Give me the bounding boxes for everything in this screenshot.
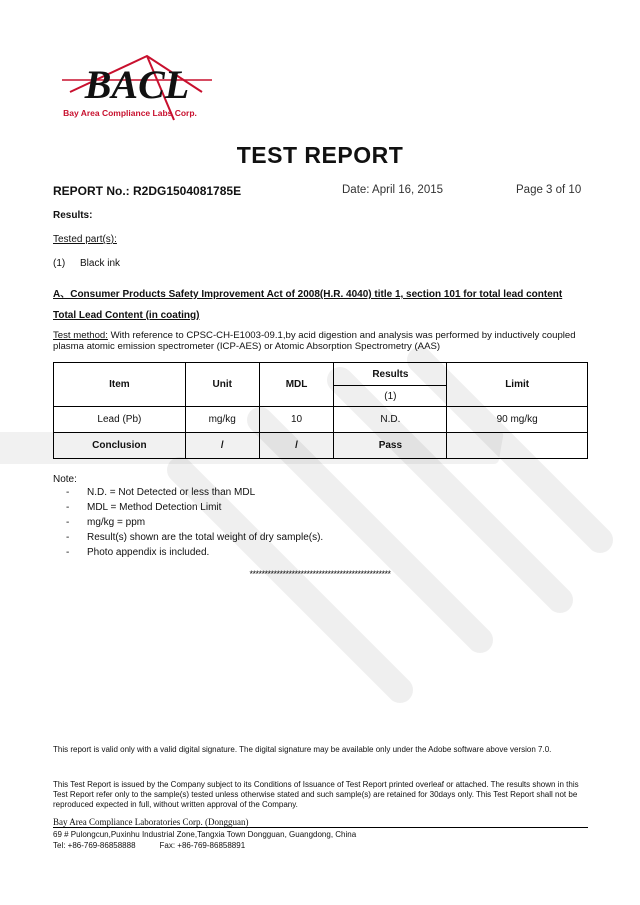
document-title: TEST REPORT (236, 142, 404, 168)
cell-item: Lead (Pb) (54, 407, 186, 433)
list-bullet: - (66, 517, 70, 528)
part-name: Black ink (80, 258, 121, 269)
conclusion-row (54, 433, 588, 459)
col-header-unit: Unit (185, 363, 259, 407)
cell-unit: mg/kg (185, 407, 259, 433)
company-address: 69 # Pulongcun,Puxinhu Industrial Zone,Tangxia Town Dongguan, Guangdong, China (53, 830, 357, 839)
issuance-disclaimer: This Test Report is issued by the Company subject to its Conditions of Issuance of Test Report printed overleaf or attached. The results shown in this Test Report refer only to the sample(s) tested unless otherwise stated and such sample(s) are retained for 30days only. This Test Report shall not be reproduced expected in full, without written approval of the Company. (53, 780, 579, 809)
col-header-item: Item (54, 363, 186, 407)
cell-conclusion-limit (447, 433, 588, 459)
col-header-mdl: MDL (259, 363, 334, 407)
list-bullet: - (66, 502, 70, 513)
col-header-results: Results (334, 363, 447, 386)
bacl-logo (52, 50, 222, 125)
list-item (66, 485, 323, 500)
list-bullet: - (66, 532, 70, 543)
note-text: N.D. = Not Detected or less than MDL (87, 487, 256, 498)
page-indicator: Page 3 of 10 (516, 184, 582, 196)
cell-mdl: 10 (259, 407, 334, 433)
list-bullet: - (66, 547, 70, 558)
note-text: mg/kg = ppm (87, 517, 146, 528)
list-item (66, 545, 323, 560)
col-header-results-sample: (1) (334, 386, 447, 407)
cell-conclusion-mdl: / (259, 433, 334, 459)
test-method-label: Test method: (53, 330, 108, 341)
cell-limit: 90 mg/kg (447, 407, 588, 433)
test-method (53, 331, 588, 352)
report-number: REPORT No.: R2DG1504081785E (53, 184, 242, 198)
end-of-results-marker: *********************************************** (249, 569, 391, 579)
contact-line (53, 841, 245, 850)
test-method-text: With reference to CPSC-CH-E1003-09.1,by acid digestion and analysis was performed by inductively coupled plasma atomic emission spectrometer (ICP-AES) or Atomic Absorption Spectrometry (AAS) (53, 330, 576, 352)
results-label: Results: (53, 210, 93, 221)
footer-divider (53, 827, 588, 828)
list-item (66, 515, 323, 530)
notes-list (66, 485, 323, 560)
cell-conclusion-result: Pass (334, 433, 447, 459)
col-header-limit: Limit (447, 363, 588, 407)
table-row (54, 407, 588, 433)
list-bullet: - (66, 487, 70, 498)
note-label: Note: (53, 474, 77, 485)
section-heading: A、Consumer Products Safety Improvement Act of 2008(H.R. 4040) title 1, section 101 for total lead content (53, 289, 563, 300)
cell-conclusion-unit: / (185, 433, 259, 459)
note-text: Photo appendix is included. (87, 547, 210, 558)
validity-disclaimer: This report is valid only with a valid digital signature. The digital signature may be available only under the Adobe software above version 7.0. (53, 745, 552, 754)
bacl-logo-graphic (52, 50, 222, 125)
results-table (53, 362, 588, 459)
telephone: Tel: +86-769-86858888 (53, 841, 136, 850)
part-number: (1) (53, 258, 66, 269)
svg-text:BACL: BACL (84, 62, 190, 107)
svg-text:Bay Area Compliance Labs Corp.: Bay Area Compliance Labs Corp. (63, 108, 197, 118)
fax: Fax: +86-769-86858891 (159, 841, 246, 850)
cell-result: N.D. (334, 407, 447, 433)
tested-part-item (53, 258, 120, 269)
company-name: Bay Area Compliance Laboratories Corp. (Dongguan) (53, 817, 249, 827)
note-text: MDL = Method Detection Limit (87, 502, 222, 513)
report-date: Date: April 16, 2015 (342, 184, 444, 196)
note-text: Result(s) shown are the total weight of dry sample(s). (87, 532, 324, 543)
list-item (66, 530, 323, 545)
list-item (66, 500, 323, 515)
cell-conclusion-label: Conclusion (54, 433, 186, 459)
tested-parts-label: Tested part(s): (53, 234, 117, 245)
section-subheading: Total Lead Content (in coating) (53, 310, 200, 321)
